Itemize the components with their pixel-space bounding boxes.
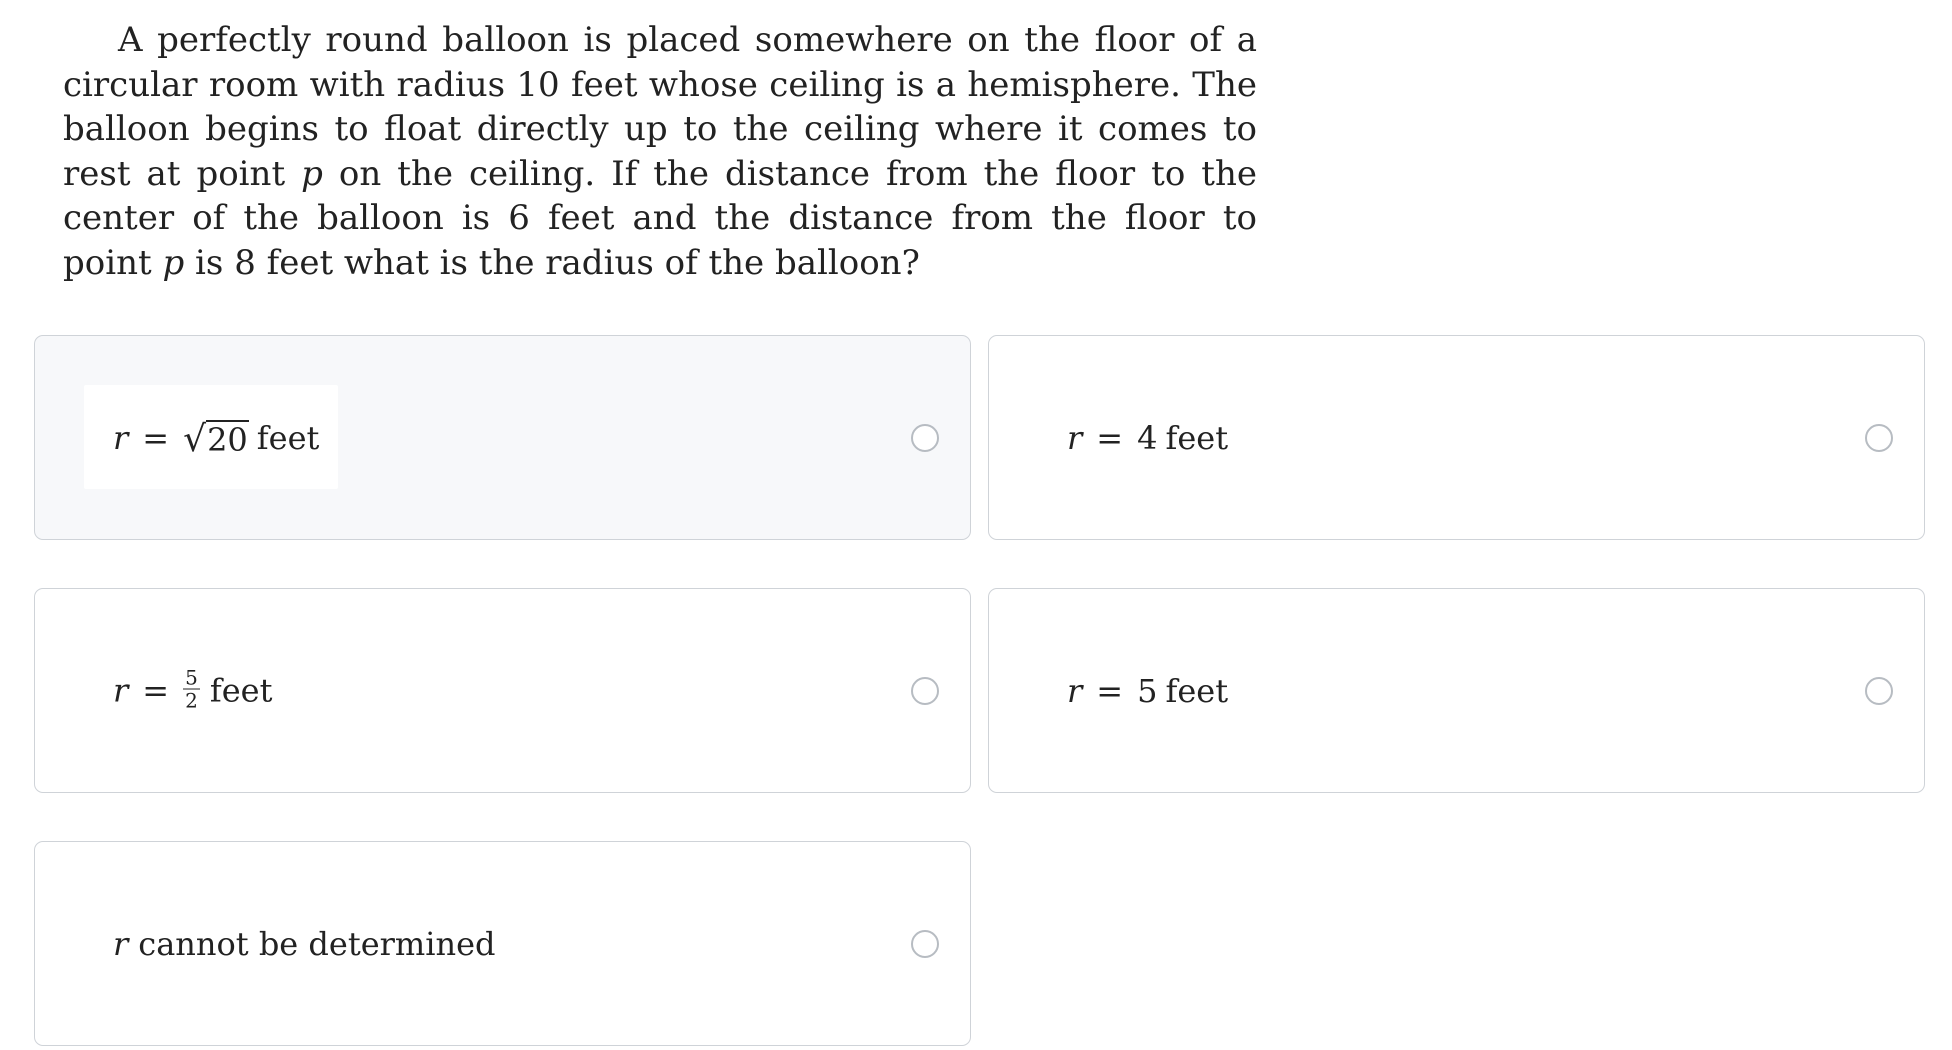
answer-label [113, 418, 320, 460]
variable-r: r [1067, 418, 1083, 457]
fraction [183, 667, 200, 710]
radio-button[interactable] [911, 677, 939, 705]
answer-option-d[interactable] [988, 588, 1925, 793]
equals-sign: = [1096, 671, 1124, 710]
answer-value: 5 [1137, 671, 1158, 710]
unit-label: feet [256, 418, 320, 457]
answer-label [1067, 672, 1228, 710]
square-root [183, 418, 249, 460]
question-variable-p: p [301, 153, 323, 194]
fraction-numerator: 5 [185, 665, 198, 689]
answer-option-b[interactable] [988, 335, 1925, 540]
variable-r: r [1067, 671, 1083, 710]
answer-option-c[interactable] [34, 588, 971, 793]
fraction-denominator: 2 [185, 688, 198, 712]
question-part-3: is 8 feet what is the radius of the balloon? [184, 242, 920, 283]
question-part-1: A perfectly round balloon is placed somewhere on the floor of a circular room with radius 10 feet whose ceiling is a hemisphere. The balloon begins to float directly up to the ceiling where it comes to rest at point [63, 20, 1257, 194]
unit-label: feet [1165, 418, 1229, 457]
unit-label: feet [209, 671, 273, 710]
radicand: 20 [207, 420, 248, 459]
radio-button[interactable] [911, 930, 939, 958]
radio-button[interactable] [1865, 424, 1893, 452]
unit-label: feet [1165, 671, 1229, 710]
answer-value: 4 [1137, 418, 1158, 457]
question-part-2: on the ceiling. If the distance from the floor to the center of the balloon is 6 feet and the distance from the floor to point [63, 153, 1257, 283]
variable-r: r [113, 671, 129, 710]
answer-label [1067, 419, 1228, 457]
equals-sign: = [142, 418, 170, 457]
answer-option-e[interactable] [34, 841, 971, 1046]
radio-button[interactable] [911, 424, 939, 452]
equals-sign: = [1096, 418, 1124, 457]
variable-r: r [113, 924, 129, 963]
question-text [63, 18, 1257, 285]
answer-option-a[interactable] [34, 335, 971, 540]
radical-sign: √ [183, 418, 207, 460]
equals-sign: = [142, 671, 170, 710]
radio-button[interactable] [1865, 677, 1893, 705]
answer-text: cannot be determined [138, 924, 496, 963]
variable-r: r [113, 418, 129, 457]
question-variable-p: p [162, 242, 185, 283]
answer-label [113, 925, 496, 963]
answer-label [113, 665, 273, 712]
